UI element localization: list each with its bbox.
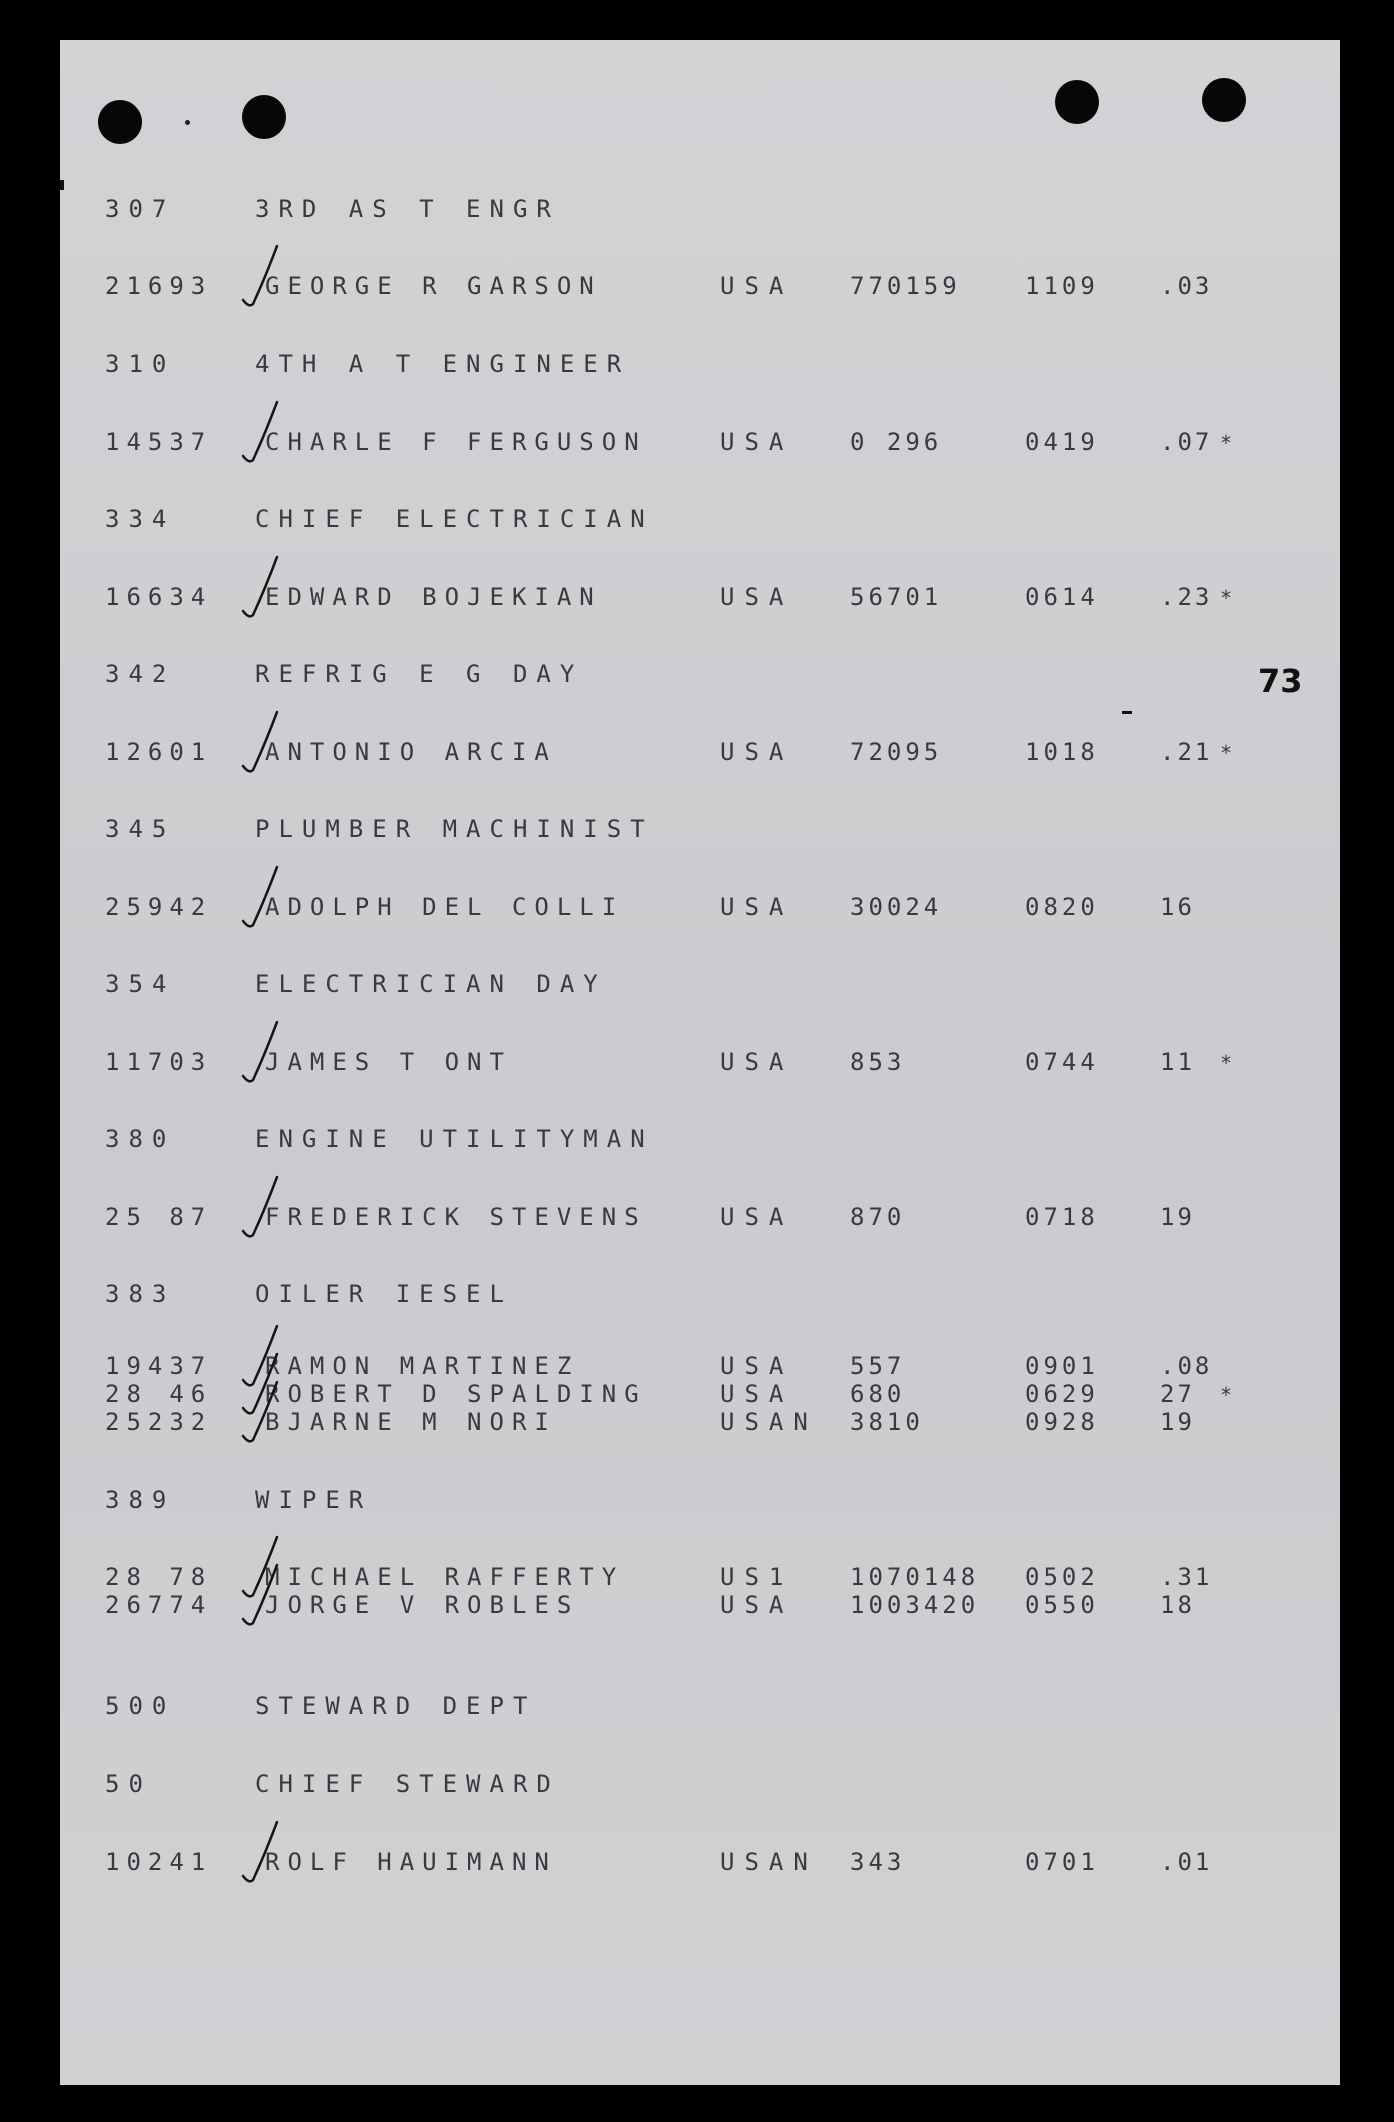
crew-name: JAMES T ONT: [265, 1048, 512, 1076]
crew-name: MICHAEL RAFFERTY: [265, 1563, 625, 1591]
crew-value: .07: [1160, 428, 1213, 456]
position-code: 354: [105, 970, 176, 998]
crew-nationality: US1: [720, 1563, 794, 1591]
position-title: 4TH A T ENGINEER: [255, 350, 631, 378]
dot-mark: [185, 120, 190, 125]
binder-hole: [1055, 80, 1099, 124]
crew-name: JORGE V ROBLES: [265, 1591, 580, 1619]
position-code: 310: [105, 350, 176, 378]
crew-value: .03: [1160, 272, 1213, 300]
position-code: 342: [105, 660, 176, 688]
crew-date: 0614: [1025, 583, 1099, 611]
asterisk-mark: *: [1220, 741, 1233, 765]
binder-hole: [242, 95, 286, 139]
crew-value: 11: [1160, 1048, 1195, 1076]
position-title: CHIEF ELECTRICIAN: [255, 505, 654, 533]
crew-name: CHARLE F FERGUSON: [265, 428, 647, 456]
crew-date: 1109: [1025, 272, 1099, 300]
position-title: ELECTRICIAN DAY: [255, 970, 607, 998]
crew-value: .21: [1160, 738, 1213, 766]
position-title: 3RD AS T ENGR: [255, 195, 560, 223]
position-title: PLUMBER MACHINIST: [255, 815, 654, 843]
crew-value: 19: [1160, 1203, 1195, 1231]
position-code: 334: [105, 505, 176, 533]
crew-sequence: 21693: [105, 272, 213, 300]
crew-nationality: USA: [720, 272, 794, 300]
asterisk-mark: *: [1220, 1383, 1233, 1407]
crew-value: .08: [1160, 1352, 1213, 1380]
crew-book-number: 870: [850, 1203, 906, 1231]
crew-book-number: 770159: [850, 272, 961, 300]
crew-value: .01: [1160, 1848, 1213, 1876]
edge-mark: [60, 180, 64, 190]
crew-book-number: 557: [850, 1352, 906, 1380]
asterisk-mark: *: [1220, 586, 1233, 610]
document-page: [60, 40, 1340, 2085]
position-title: CHIEF STEWARD: [255, 1770, 560, 1798]
crew-nationality: USA: [720, 428, 794, 456]
crew-book-number: 30024: [850, 893, 943, 921]
position-title: STEWARD DEPT: [255, 1692, 537, 1720]
crew-value: .23: [1160, 583, 1213, 611]
crew-name: ROBERT D SPALDING: [265, 1380, 647, 1408]
crew-date: 0701: [1025, 1848, 1099, 1876]
position-code: 307: [105, 195, 176, 223]
crew-value: 27: [1160, 1380, 1195, 1408]
dash-mark: [1122, 711, 1132, 714]
crew-sequence: 11703: [105, 1048, 213, 1076]
crew-nationality: USA: [720, 893, 794, 921]
asterisk-mark: *: [1220, 431, 1233, 455]
crew-name: ANTONIO ARCIA: [265, 738, 557, 766]
crew-date: 0550: [1025, 1591, 1099, 1619]
crew-date: 0901: [1025, 1352, 1099, 1380]
crew-sequence: 28 78: [105, 1563, 213, 1591]
crew-nationality: USA: [720, 1203, 794, 1231]
crew-nationality: USA: [720, 1380, 794, 1408]
crew-book-number: 1070148: [850, 1563, 980, 1591]
crew-sequence: 14537: [105, 428, 213, 456]
crew-book-number: 853: [850, 1048, 906, 1076]
crew-sequence: 28 46: [105, 1380, 213, 1408]
crew-name: RAMON MARTINEZ: [265, 1352, 580, 1380]
crew-value: 16: [1160, 893, 1195, 921]
crew-nationality: USA: [720, 738, 794, 766]
position-title: REFRIG E G DAY: [255, 660, 584, 688]
position-title: OILER IESEL: [255, 1280, 513, 1308]
crew-sequence: 19437: [105, 1352, 213, 1380]
crew-nationality: USA: [720, 1048, 794, 1076]
crew-book-number: 3810: [850, 1408, 924, 1436]
crew-nationality: USAN: [720, 1848, 818, 1876]
position-code: 380: [105, 1125, 176, 1153]
crew-date: 1018: [1025, 738, 1099, 766]
crew-date: 0419: [1025, 428, 1099, 456]
crew-sequence: 10241: [105, 1848, 213, 1876]
position-code: 383: [105, 1280, 176, 1308]
crew-book-number: 56701: [850, 583, 943, 611]
crew-book-number: 72095: [850, 738, 943, 766]
crew-sequence: 25 87: [105, 1203, 213, 1231]
position-title: ENGINE UTILITYMAN: [255, 1125, 654, 1153]
crew-book-number: 343: [850, 1848, 906, 1876]
crew-name: ADOLPH DEL COLLI: [265, 893, 625, 921]
crew-date: 0718: [1025, 1203, 1099, 1231]
crew-date: 0928: [1025, 1408, 1099, 1436]
crew-date: 0820: [1025, 893, 1099, 921]
crew-book-number: 0 296: [850, 428, 943, 456]
crew-date: 0502: [1025, 1563, 1099, 1591]
crew-book-number: 680: [850, 1380, 906, 1408]
crew-nationality: USA: [720, 1352, 794, 1380]
crew-value: 18: [1160, 1591, 1195, 1619]
crew-sequence: 25942: [105, 893, 213, 921]
crew-sequence: 12601: [105, 738, 213, 766]
crew-nationality: USA: [720, 1591, 794, 1619]
crew-date: 0744: [1025, 1048, 1099, 1076]
binder-hole: [1202, 78, 1246, 122]
crew-name: GEORGE R GARSON: [265, 272, 602, 300]
binder-hole: [98, 100, 142, 144]
position-code: 500: [105, 1692, 176, 1720]
crew-nationality: USA: [720, 583, 794, 611]
crew-name: BJARNE M NORI: [265, 1408, 557, 1436]
position-code: 345: [105, 815, 176, 843]
asterisk-mark: *: [1220, 1051, 1233, 1075]
crew-value: .31: [1160, 1563, 1213, 1591]
crew-nationality: USAN: [720, 1408, 818, 1436]
crew-sequence: 25232: [105, 1408, 213, 1436]
crew-book-number: 1003420: [850, 1591, 980, 1619]
position-title: WIPER: [255, 1486, 373, 1514]
crew-value: 19: [1160, 1408, 1195, 1436]
crew-name: EDWARD BOJEKIAN: [265, 583, 602, 611]
position-code: 50: [105, 1770, 152, 1798]
crew-name: ROLF HAUIMANN: [265, 1848, 557, 1876]
page-number: 73: [1258, 662, 1303, 700]
crew-sequence: 16634: [105, 583, 213, 611]
position-code: 389: [105, 1486, 176, 1514]
crew-sequence: 26774: [105, 1591, 213, 1619]
crew-name: FREDERICK STEVENS: [265, 1203, 647, 1231]
crew-date: 0629: [1025, 1380, 1099, 1408]
